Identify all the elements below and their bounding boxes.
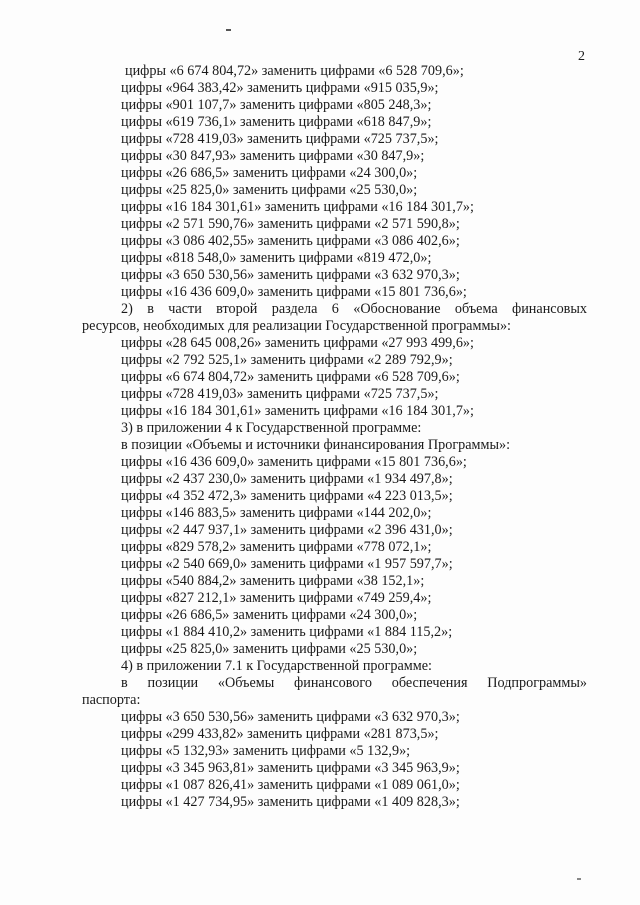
text-line: 4) в приложении 7.1 к Государственной программе: [121,658,433,674]
text-line: цифры «3 650 530,56» заменить цифрами «3 632 970,3»; [121,709,460,725]
text-line: цифры «3 650 530,56» заменить цифрами «3 632 970,3»; [121,267,460,283]
text-line: паспорта: [82,692,141,708]
text-line: цифры «16 184 301,61» заменить цифрами «16 184 301,7»; [121,403,474,419]
text-line: цифры «827 212,1» заменить цифрами «749 259,4»; [121,590,432,606]
page-number: 2 [578,49,585,64]
text-line: цифры «1 884 410,2» заменить цифрами «1 884 115,2»; [121,624,453,640]
text-line: цифры «299 433,82» заменить цифрами «281 873,5»; [121,726,439,742]
text-line: цифры «818 548,0» заменить цифрами «819 472,0»; [121,250,432,266]
text-line: цифры «1 087 826,41» заменить цифрами «1 089 061,0»; [121,777,460,793]
text-line: цифры «28 645 008,26» заменить цифрами «27 993 499,6»; [121,335,474,351]
text-line: цифры «2 792 525,1» заменить цифрами «2 289 792,9»; [121,352,453,368]
text-line: цифры «146 883,5» заменить цифрами «144 202,0»; [121,505,432,521]
text-line: цифры «829 578,2» заменить цифрами «778 072,1»; [121,539,432,555]
text-line: цифры «728 419,03» заменить цифрами «725 737,5»; [121,386,439,402]
text-line: цифры «6 674 804,72» заменить цифрами «6 528 709,6»; [121,369,460,385]
text-line: цифры «728 419,03» заменить цифрами «725 737,5»; [121,131,439,147]
text-line: цифры «2 571 590,76» заменить цифрами «2 571 590,8»; [121,216,460,232]
text-line: ресурсов, необходимых для реализации Государственной программы»: [82,318,512,334]
text-line: цифры «619 736,1» заменить цифрами «618 847,9»; [121,114,432,130]
text-line: в позиции «Объемы финансового обеспечения Подпрограммы» [121,675,587,691]
text-line: 2) в части второй раздела 6 «Обоснование объема финансовых [121,301,587,317]
scan-mark [577,878,581,880]
text-line: цифры «540 884,2» заменить цифрами «38 152,1»; [121,573,425,589]
text-line: цифры «4 352 472,3» заменить цифрами «4 223 013,5»; [121,488,453,504]
text-line: цифры «25 825,0» заменить цифрами «25 530,0»; [121,641,418,657]
text-line: цифры «2 540 669,0» заменить цифрами «1 957 597,7»; [121,556,453,572]
text-line: в позиции «Объемы и источники финансирования Программы»: [121,437,511,453]
text-line: цифры «30 847,93» заменить цифрами «30 847,9»; [121,148,425,164]
text-line: цифры «964 383,42» заменить цифрами «915 035,9»; [121,80,439,96]
text-line: цифры «6 674 804,72» заменить цифрами «6 528 709,6»; [125,63,464,79]
text-line: цифры «16 184 301,61» заменить цифрами «16 184 301,7»; [121,199,474,215]
text-line: цифры «2 447 937,1» заменить цифрами «2 396 431,0»; [121,522,453,538]
text-line: цифры «3 345 963,81» заменить цифрами «3 345 963,9»; [121,760,460,776]
text-line: цифры «25 825,0» заменить цифрами «25 530,0»; [121,182,418,198]
text-line: цифры «3 086 402,55» заменить цифрами «3 086 402,6»; [121,233,460,249]
text-line: цифры «26 686,5» заменить цифрами «24 300,0»; [121,165,418,181]
text-line: 3) в приложении 4 к Государственной программе: [121,420,422,436]
text-line: цифры «5 132,93» заменить цифрами «5 132,9»; [121,743,411,759]
scan-mark [226,29,231,31]
text-line: цифры «2 437 230,0» заменить цифрами «1 934 497,8»; [121,471,453,487]
text-line: цифры «16 436 609,0» заменить цифрами «15 801 736,6»; [121,284,467,300]
text-line: цифры «16 436 609,0» заменить цифрами «15 801 736,6»; [121,454,467,470]
text-line: цифры «1 427 734,95» заменить цифрами «1 409 828,3»; [121,794,460,810]
text-line: цифры «26 686,5» заменить цифрами «24 300,0»; [121,607,418,623]
text-line: цифры «901 107,7» заменить цифрами «805 248,3»; [121,97,432,113]
